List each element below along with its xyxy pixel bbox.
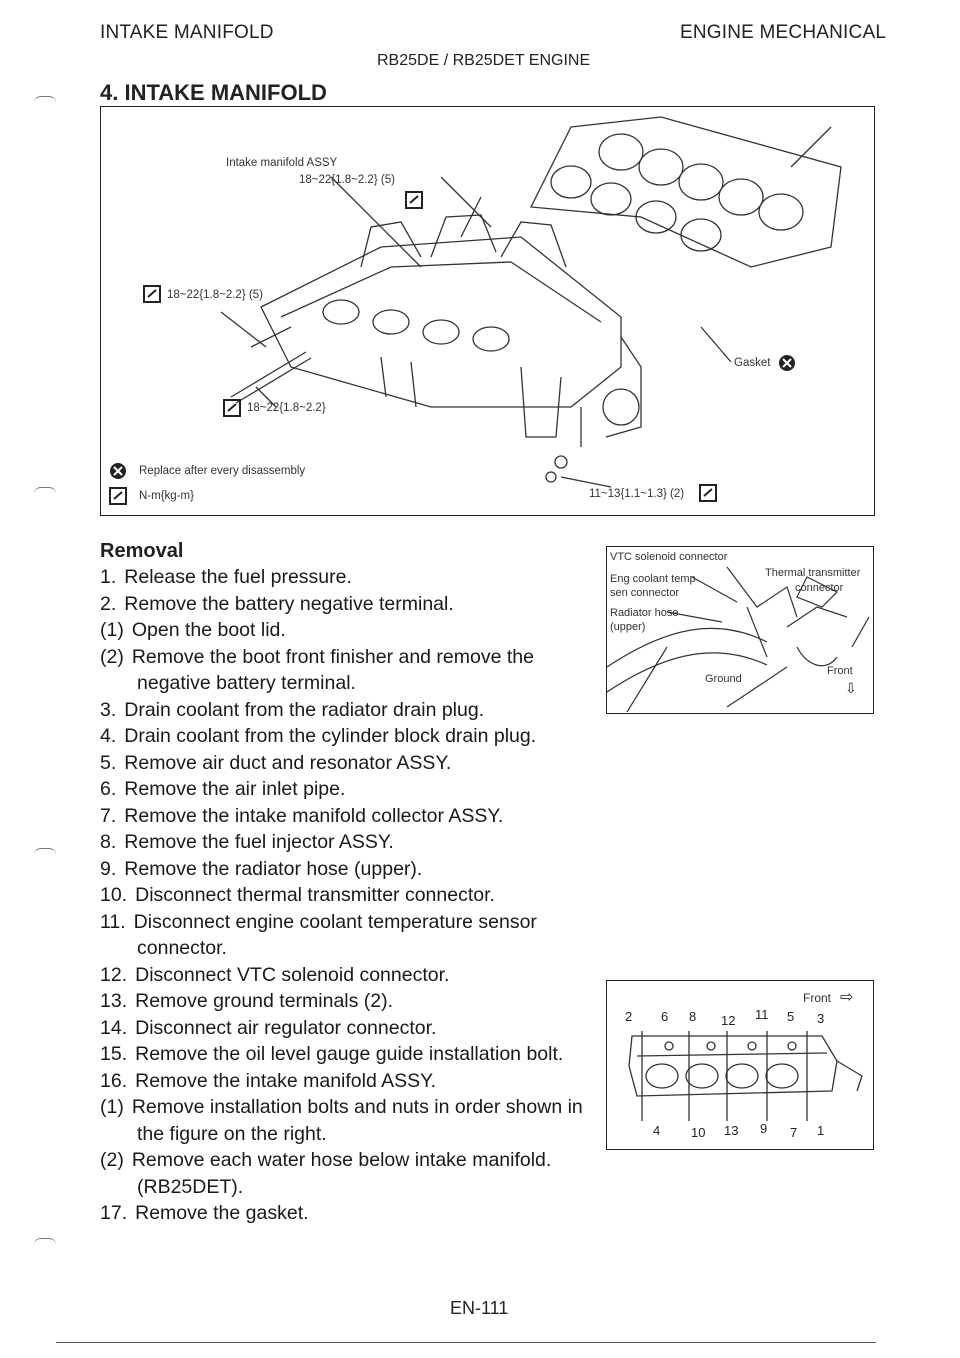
step-number: 2. xyxy=(100,592,117,615)
step-text: Open the boot lid. xyxy=(131,619,286,641)
step-number: 15. xyxy=(100,1043,128,1065)
step-number: (1) xyxy=(100,619,124,641)
step-text: Release the fuel pressure. xyxy=(124,566,352,588)
step-number: 3. xyxy=(100,698,117,721)
removal-step xyxy=(100,988,600,1015)
removal-step xyxy=(100,1015,600,1042)
front-arrow-icon: ⇨ xyxy=(840,989,854,1006)
bolt-num: 12 xyxy=(721,1013,736,1028)
removal-step xyxy=(100,962,600,989)
bolt-num: 9 xyxy=(760,1121,768,1136)
step-text: Remove the intake manifold collector ASSY. xyxy=(124,804,504,827)
step-text: Remove the air inlet pipe. xyxy=(124,778,346,800)
torque-icon xyxy=(143,285,161,303)
page-number: EN-111 xyxy=(450,1298,509,1318)
step-number: 16. xyxy=(100,1069,128,1092)
front-arrow-icon: ⇩ xyxy=(845,680,857,696)
step-text: negative battery terminal. xyxy=(137,672,356,694)
main-figure xyxy=(100,106,875,516)
margin-mark xyxy=(34,1238,56,1245)
removal-step xyxy=(100,1041,600,1068)
removal-step xyxy=(100,1147,600,1174)
step-text: Drain coolant from the cylinder block drain plug. xyxy=(124,725,537,747)
step-text: Drain coolant from the radiator drain plug. xyxy=(124,698,485,721)
removal-step xyxy=(100,591,600,618)
step-number: 5. xyxy=(100,751,117,774)
bolt-num: 4 xyxy=(653,1123,661,1138)
label-gasket: Gasket xyxy=(734,357,771,369)
step-number: (1) xyxy=(100,1096,124,1118)
label-sen-connector: sen connector xyxy=(610,587,680,599)
step-number: 17. xyxy=(100,1202,128,1224)
legend-unit: N-m{kg-m} xyxy=(139,490,194,502)
torque-icon xyxy=(699,484,717,502)
step-text: Remove the boot front finisher and remove the xyxy=(131,645,534,668)
step-text: Remove the fuel injector ASSY. xyxy=(124,831,394,853)
label-torque-nut: 11~13{1.1~1.3} (2) xyxy=(589,488,685,500)
step-number: (2) xyxy=(100,645,124,668)
label-torque-top: 18~22{1.8~2.2} (5) xyxy=(299,174,395,186)
bolt-order-drawing xyxy=(607,981,872,1148)
section-title: 4. INTAKE MANIFOLD xyxy=(100,80,327,105)
step-text: Remove the gasket. xyxy=(135,1202,309,1224)
step-text: Remove the oil level gauge guide installation bolt. xyxy=(135,1043,564,1065)
removal-step xyxy=(100,1200,600,1227)
removal-step xyxy=(100,935,600,962)
removal-step xyxy=(100,1174,600,1201)
step-text: Remove installation bolts and nuts in order shown in xyxy=(131,1096,583,1118)
label-upper: (upper) xyxy=(610,621,646,633)
step-text: Disconnect VTC solenoid connector. xyxy=(135,963,450,986)
step-text: Remove air duct and resonator ASSY. xyxy=(124,751,452,774)
removal-step xyxy=(100,644,600,671)
margin-mark xyxy=(34,487,56,494)
label-vtc: VTC solenoid connector xyxy=(610,551,728,563)
removal-step xyxy=(100,776,600,803)
header-center: RB25DE / RB25DET ENGINE xyxy=(377,52,591,69)
step-text: Remove the battery negative terminal. xyxy=(124,592,454,615)
margin-mark xyxy=(34,848,56,855)
label-torque-left: 18~22{1.8~2.2} (5) xyxy=(167,289,263,301)
bolt-figure-front: Front xyxy=(803,991,832,1005)
connector-figure xyxy=(606,546,874,714)
bolt-num: 10 xyxy=(691,1125,706,1140)
header-left: INTAKE MANIFOLD xyxy=(100,22,274,43)
label-manifold-assy: Intake manifold ASSY xyxy=(226,157,338,169)
step-number: 11. xyxy=(100,910,126,933)
step-number: 14. xyxy=(100,1016,128,1039)
removal-step xyxy=(100,670,600,697)
label-connector: connector xyxy=(795,582,844,594)
header-right: ENGINE MECHANICAL xyxy=(680,22,887,43)
removal-step xyxy=(100,617,600,644)
step-number: 6. xyxy=(100,778,117,800)
bolt-num: 7 xyxy=(790,1125,798,1140)
step-number: 10. xyxy=(100,884,128,906)
torque-icon xyxy=(223,399,241,417)
bolt-num: 13 xyxy=(724,1123,739,1138)
bolt-num: 8 xyxy=(689,1009,697,1024)
margin-mark xyxy=(34,96,56,103)
step-text: Remove ground terminals (2). xyxy=(135,990,394,1012)
replace-icon xyxy=(778,354,796,372)
torque-icon xyxy=(405,191,423,209)
removal-step xyxy=(100,564,600,591)
step-text: the figure on the right. xyxy=(137,1122,327,1145)
label-torque-bottom: 18~22{1.8~2.2} xyxy=(247,402,326,414)
step-number: 7. xyxy=(100,804,117,827)
label-front: Front xyxy=(827,665,853,677)
removal-step xyxy=(100,1068,600,1095)
step-number: (2) xyxy=(100,1149,124,1171)
step-text: Remove the radiator hose (upper). xyxy=(124,857,423,880)
removal-step xyxy=(100,723,600,750)
label-radiator-hose: Radiator hose xyxy=(610,607,679,619)
step-text: Disconnect engine coolant temperature sensor xyxy=(133,910,537,933)
bolt-num: 2 xyxy=(625,1009,633,1024)
bolt-num: 6 xyxy=(661,1009,669,1024)
bolt-num: 3 xyxy=(817,1011,825,1026)
removal-step xyxy=(100,909,600,936)
replace-icon xyxy=(109,462,127,480)
removal-step xyxy=(100,697,600,724)
label-thermal: Thermal transmitter xyxy=(765,567,861,579)
step-text: Disconnect thermal transmitter connector. xyxy=(135,884,495,906)
removal-step xyxy=(100,750,600,777)
step-number: 13. xyxy=(100,990,128,1012)
step-text: Remove each water hose below intake manifold. xyxy=(131,1149,552,1171)
bolt-num: 11 xyxy=(755,1007,769,1022)
step-number: 4. xyxy=(100,725,117,747)
label-ground: Ground xyxy=(705,673,742,685)
removal-step xyxy=(100,1094,600,1121)
bolt-order-figure xyxy=(606,980,874,1150)
step-number: 12. xyxy=(100,963,128,986)
removal-step xyxy=(100,803,600,830)
step-text: (RB25DET). xyxy=(137,1175,244,1198)
legend-replace: Replace after every disassembly xyxy=(139,465,306,477)
removal-step xyxy=(100,829,600,856)
label-eng-coolant: Eng coolant temp xyxy=(610,573,696,585)
step-number: 1. xyxy=(100,566,117,588)
step-text: Remove the intake manifold ASSY. xyxy=(135,1069,437,1092)
step-number: 8. xyxy=(100,831,117,853)
removal-step xyxy=(100,1121,600,1148)
bolt-num: 5 xyxy=(787,1009,795,1024)
removal-heading: Removal xyxy=(100,540,184,562)
intake-manifold-drawing xyxy=(101,107,873,514)
step-number: 9. xyxy=(100,857,117,880)
removal-steps xyxy=(100,564,600,1227)
torque-icon xyxy=(109,487,127,505)
bolt-num: 1 xyxy=(817,1123,825,1138)
step-text: Disconnect air regulator connector. xyxy=(135,1016,437,1039)
removal-step xyxy=(100,882,600,909)
removal-step xyxy=(100,856,600,883)
footer-rule xyxy=(56,1342,876,1343)
step-text: connector. xyxy=(137,937,227,959)
